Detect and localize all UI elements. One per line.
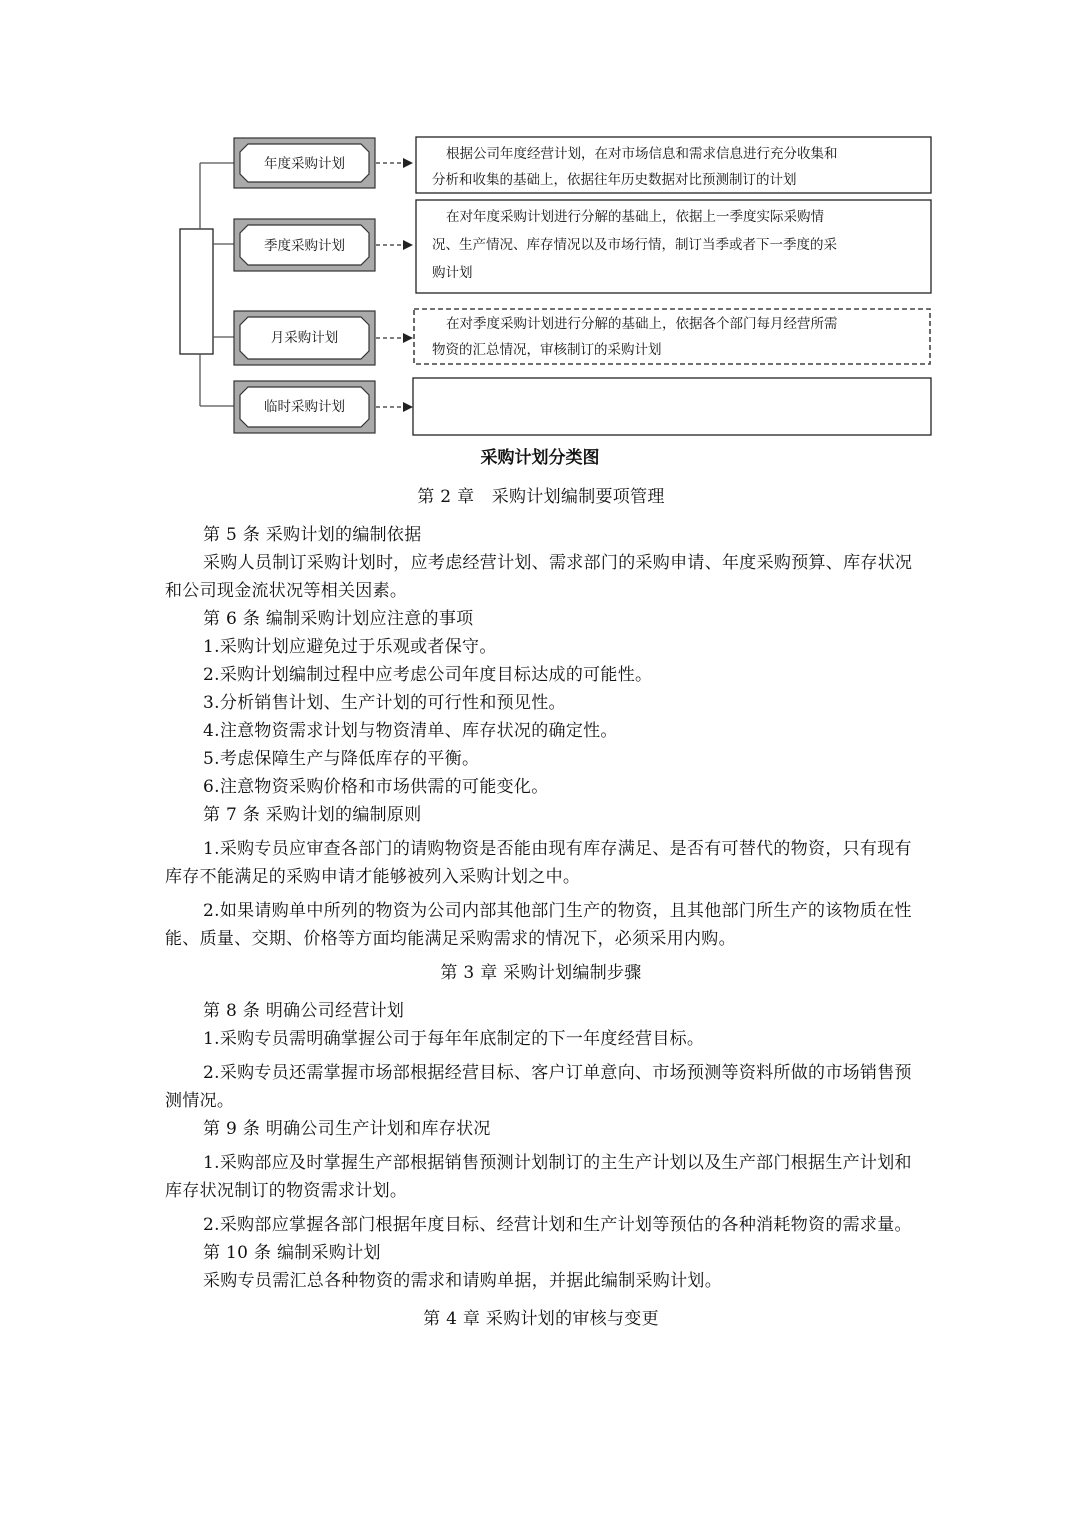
label-monthly-plan: 月采购计划 [270, 330, 339, 346]
article-9-item-1: 1.采购部应及时掌握生产部根据销售预测计划制订的主生产计划以及生产部门根据生产计划和库存状况制订的物资需求计划。 [165, 1153, 912, 1201]
chapter-3-heading: 第 3 章 采购计划编制步骤 [440, 963, 642, 983]
article-6-item-1: 1.采购计划应避免过于乐观或者保守。 [203, 637, 497, 657]
article-6-item-5: 5.考虑保障生产与降低库存的平衡。 [203, 749, 480, 769]
arrowhead-icon [403, 158, 413, 168]
label-quarterly-plan: 季度采购计划 [264, 238, 345, 254]
arrowhead-icon [403, 240, 413, 250]
article-5-paragraph: 采购人员制订采购计划时，应考虑经营计划、需求部门的采购申请、年度采购预算、库存状况和公司现金流状况等相关因素。 [165, 553, 913, 601]
label-box-monthly [234, 311, 375, 365]
chapter-4-heading: 第 4 章 采购计划的审核与变更 [423, 1309, 659, 1329]
diagram-root-bar [180, 229, 213, 354]
article-6-item-6: 6.注意物资采购价格和市场供需的可能变化。 [203, 777, 549, 797]
diagram-caption: 采购计划分类图 [480, 448, 600, 468]
document-body [165, 483, 917, 1333]
desc-annual-line1: 根据公司年度经营计划，在对市场信息和需求信息进行充分收集和 [446, 146, 838, 162]
label-annual-plan: 年度采购计划 [264, 156, 345, 172]
article-6-title: 第 6 条 编制采购计划应注意的事项 [203, 609, 474, 629]
article-8-item-1: 1.采购专员需明确掌握公司于每年年底制定的下一年度经营目标。 [203, 1029, 705, 1049]
procurement-plan-diagram [0, 0, 1080, 445]
label-temporary-plan: 临时采购计划 [264, 399, 345, 415]
article-9-title: 第 9 条 明确公司生产计划和库存状况 [203, 1119, 491, 1139]
label-box-annual [234, 138, 375, 188]
article-8-title: 第 8 条 明确公司经营计划 [203, 1001, 405, 1021]
desc-monthly-line2: 物资的汇总情况，审核制订的采购计划 [432, 342, 662, 358]
article-7-item-1: 1.采购专员应审查各部门的请购物资是否能由现有库存满足、是否有可替代的物资，只有现有库存不能满足的采购申请才能够被列入采购计划之中。 [165, 839, 912, 887]
article-7-title: 第 7 条 采购计划的编制原则 [203, 805, 422, 825]
chapter-2-heading: 第 2 章 采购计划编制要项管理 [417, 487, 665, 507]
desc-quarterly-line1: 在对年度采购计划进行分解的基础上，依据上一季度实际采购情 [446, 209, 824, 225]
article-6-item-3: 3.分析销售计划、生产计划的可行性和预见性。 [203, 693, 566, 713]
article-6-item-4: 4.注意物资需求计划与物资清单、库存状况的确定性。 [203, 721, 618, 741]
article-7-item-2: 2.如果请购单中所列的物资为公司内部其他部门生产的物资，且其他部门所生产的该物质在性能、质量、交期、价格等方面均能满足采购需求的情况下，必须采用内购。 [165, 901, 912, 949]
desc-quarterly-line2: 况、生产情况、库存情况以及市场行情，制订当季或者下一季度的采 [432, 237, 837, 253]
arrowhead-icon [403, 333, 413, 343]
label-box-quarterly [234, 219, 375, 271]
desc-monthly-line1: 在对季度采购计划进行分解的基础上，依据各个部门每月经营所需 [446, 316, 838, 332]
article-10-title: 第 10 条 编制采购计划 [203, 1243, 381, 1263]
article-6-item-2: 2.采购计划编制过程中应考虑公司年度目标达成的可能性。 [203, 665, 653, 685]
article-9-item-2: 2.采购部应掌握各部门根据年度目标、经营计划和生产计划等预估的各种消耗物资的需求量。 [203, 1215, 912, 1235]
desc-annual-line2: 分析和收集的基础上，依据往年历史数据对比预测制订的计划 [432, 172, 797, 188]
article-10-paragraph: 采购专员需汇总各种物资的需求和请购单据，并据此编制采购计划。 [203, 1271, 722, 1291]
article-8-item-2: 2.采购专员还需掌握市场部根据经营目标、客户订单意向、市场预测等资料所做的市场销售预测情况。 [165, 1063, 912, 1111]
desc-box-temporary [413, 378, 931, 435]
label-box-temporary [234, 381, 375, 433]
article-5-title: 第 5 条 采购计划的编制依据 [203, 525, 422, 545]
arrowhead-icon [403, 402, 413, 412]
desc-quarterly-line3: 购计划 [432, 265, 473, 281]
